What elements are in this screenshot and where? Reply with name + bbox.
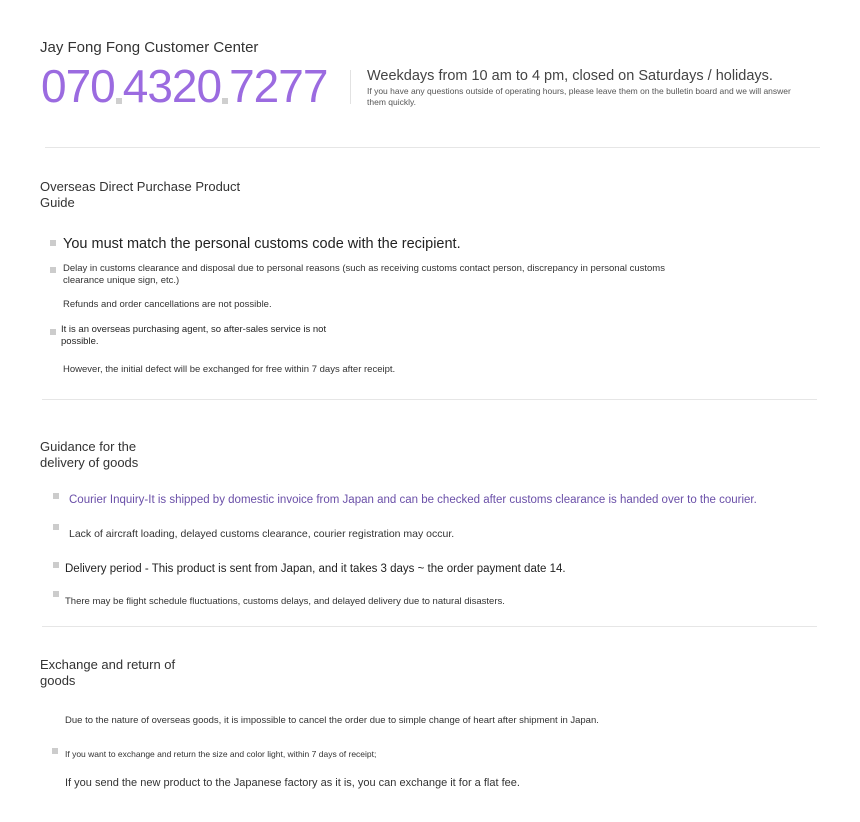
purchase-item-delay: Delay in customs clearance and disposal due to personal reasons (such as receiving customs contact person, discrepancy in personal customs clearance unique sign, etc.) <box>63 263 665 286</box>
purchase-item-initial-defect: However, the initial defect will be exchanged for free within 7 days after receipt. <box>63 364 396 375</box>
bullet-icon <box>50 329 56 335</box>
delivery-item-lack-of-loading: Lack of aircraft loading, delayed customs clearance, courier registration may occur. <box>69 528 455 540</box>
bullet-icon <box>50 267 56 273</box>
bullet-icon <box>53 591 59 597</box>
bullet-icon <box>53 524 59 530</box>
phone-part-3: 7277 <box>229 60 328 112</box>
phone-number[interactable] <box>41 60 327 112</box>
bullet-icon <box>53 493 59 499</box>
exchange-item-no-cancel: Due to the nature of overseas goods, it is impossible to cancel the order due to simple change of heart after shipment in Japan. <box>65 715 599 726</box>
purchase-item-no-as: It is an overseas purchasing agent, so after-sales service is not possible. <box>61 324 327 347</box>
customer-center-title: Jay Fong Fong Customer Center <box>40 39 259 56</box>
operating-hours: Weekdays from 10 am to 4 pm, closed on Saturdays / holidays. <box>367 68 773 84</box>
section-title-purchase-guide: Overseas Direct Purchase Product Guide <box>40 179 241 210</box>
phone-separator <box>116 98 122 104</box>
phone-part-2: 4320 <box>122 60 222 112</box>
section-divider <box>42 626 817 627</box>
phone-part-1: 070 <box>41 60 115 112</box>
exchange-item-size-color: If you want to exchange and return the size and color light, within 7 days of receipt; <box>65 749 377 759</box>
purchase-item-refunds: Refunds and order cancellations are not possible. <box>63 299 272 310</box>
bullet-icon <box>52 748 58 754</box>
phone-separator <box>222 98 228 104</box>
section-title-exchange: Exchange and return of goods <box>40 657 176 688</box>
bullet-icon <box>50 240 56 246</box>
exchange-item-flat-fee: If you send the new product to the Japanese factory as it is, you can exchange it for a flat fee. <box>65 777 520 789</box>
section-divider <box>45 147 820 148</box>
delivery-item-fluctuations: There may be flight schedule fluctuations, customs delays, and delayed delivery due to natural disasters. <box>65 596 505 607</box>
bullet-icon <box>53 562 59 568</box>
delivery-item-courier-inquiry[interactable]: Courier Inquiry-It is shipped by domestic invoice from Japan and can be checked after customs clearance is handed over to the courier. <box>69 494 757 506</box>
delivery-item-period: Delivery period - This product is sent from Japan, and it takes 3 days ~ the order payment date 14. <box>65 563 566 575</box>
operating-hours-note: If you have any questions outside of operating hours, please leave them on the bulletin board and we will answer them quickly. <box>367 86 791 107</box>
header-divider <box>350 70 351 104</box>
section-title-delivery: Guidance for the delivery of goods <box>40 439 139 470</box>
section-divider <box>42 399 817 400</box>
purchase-item-customs-code: You must match the personal customs code with the recipient. <box>63 236 461 252</box>
